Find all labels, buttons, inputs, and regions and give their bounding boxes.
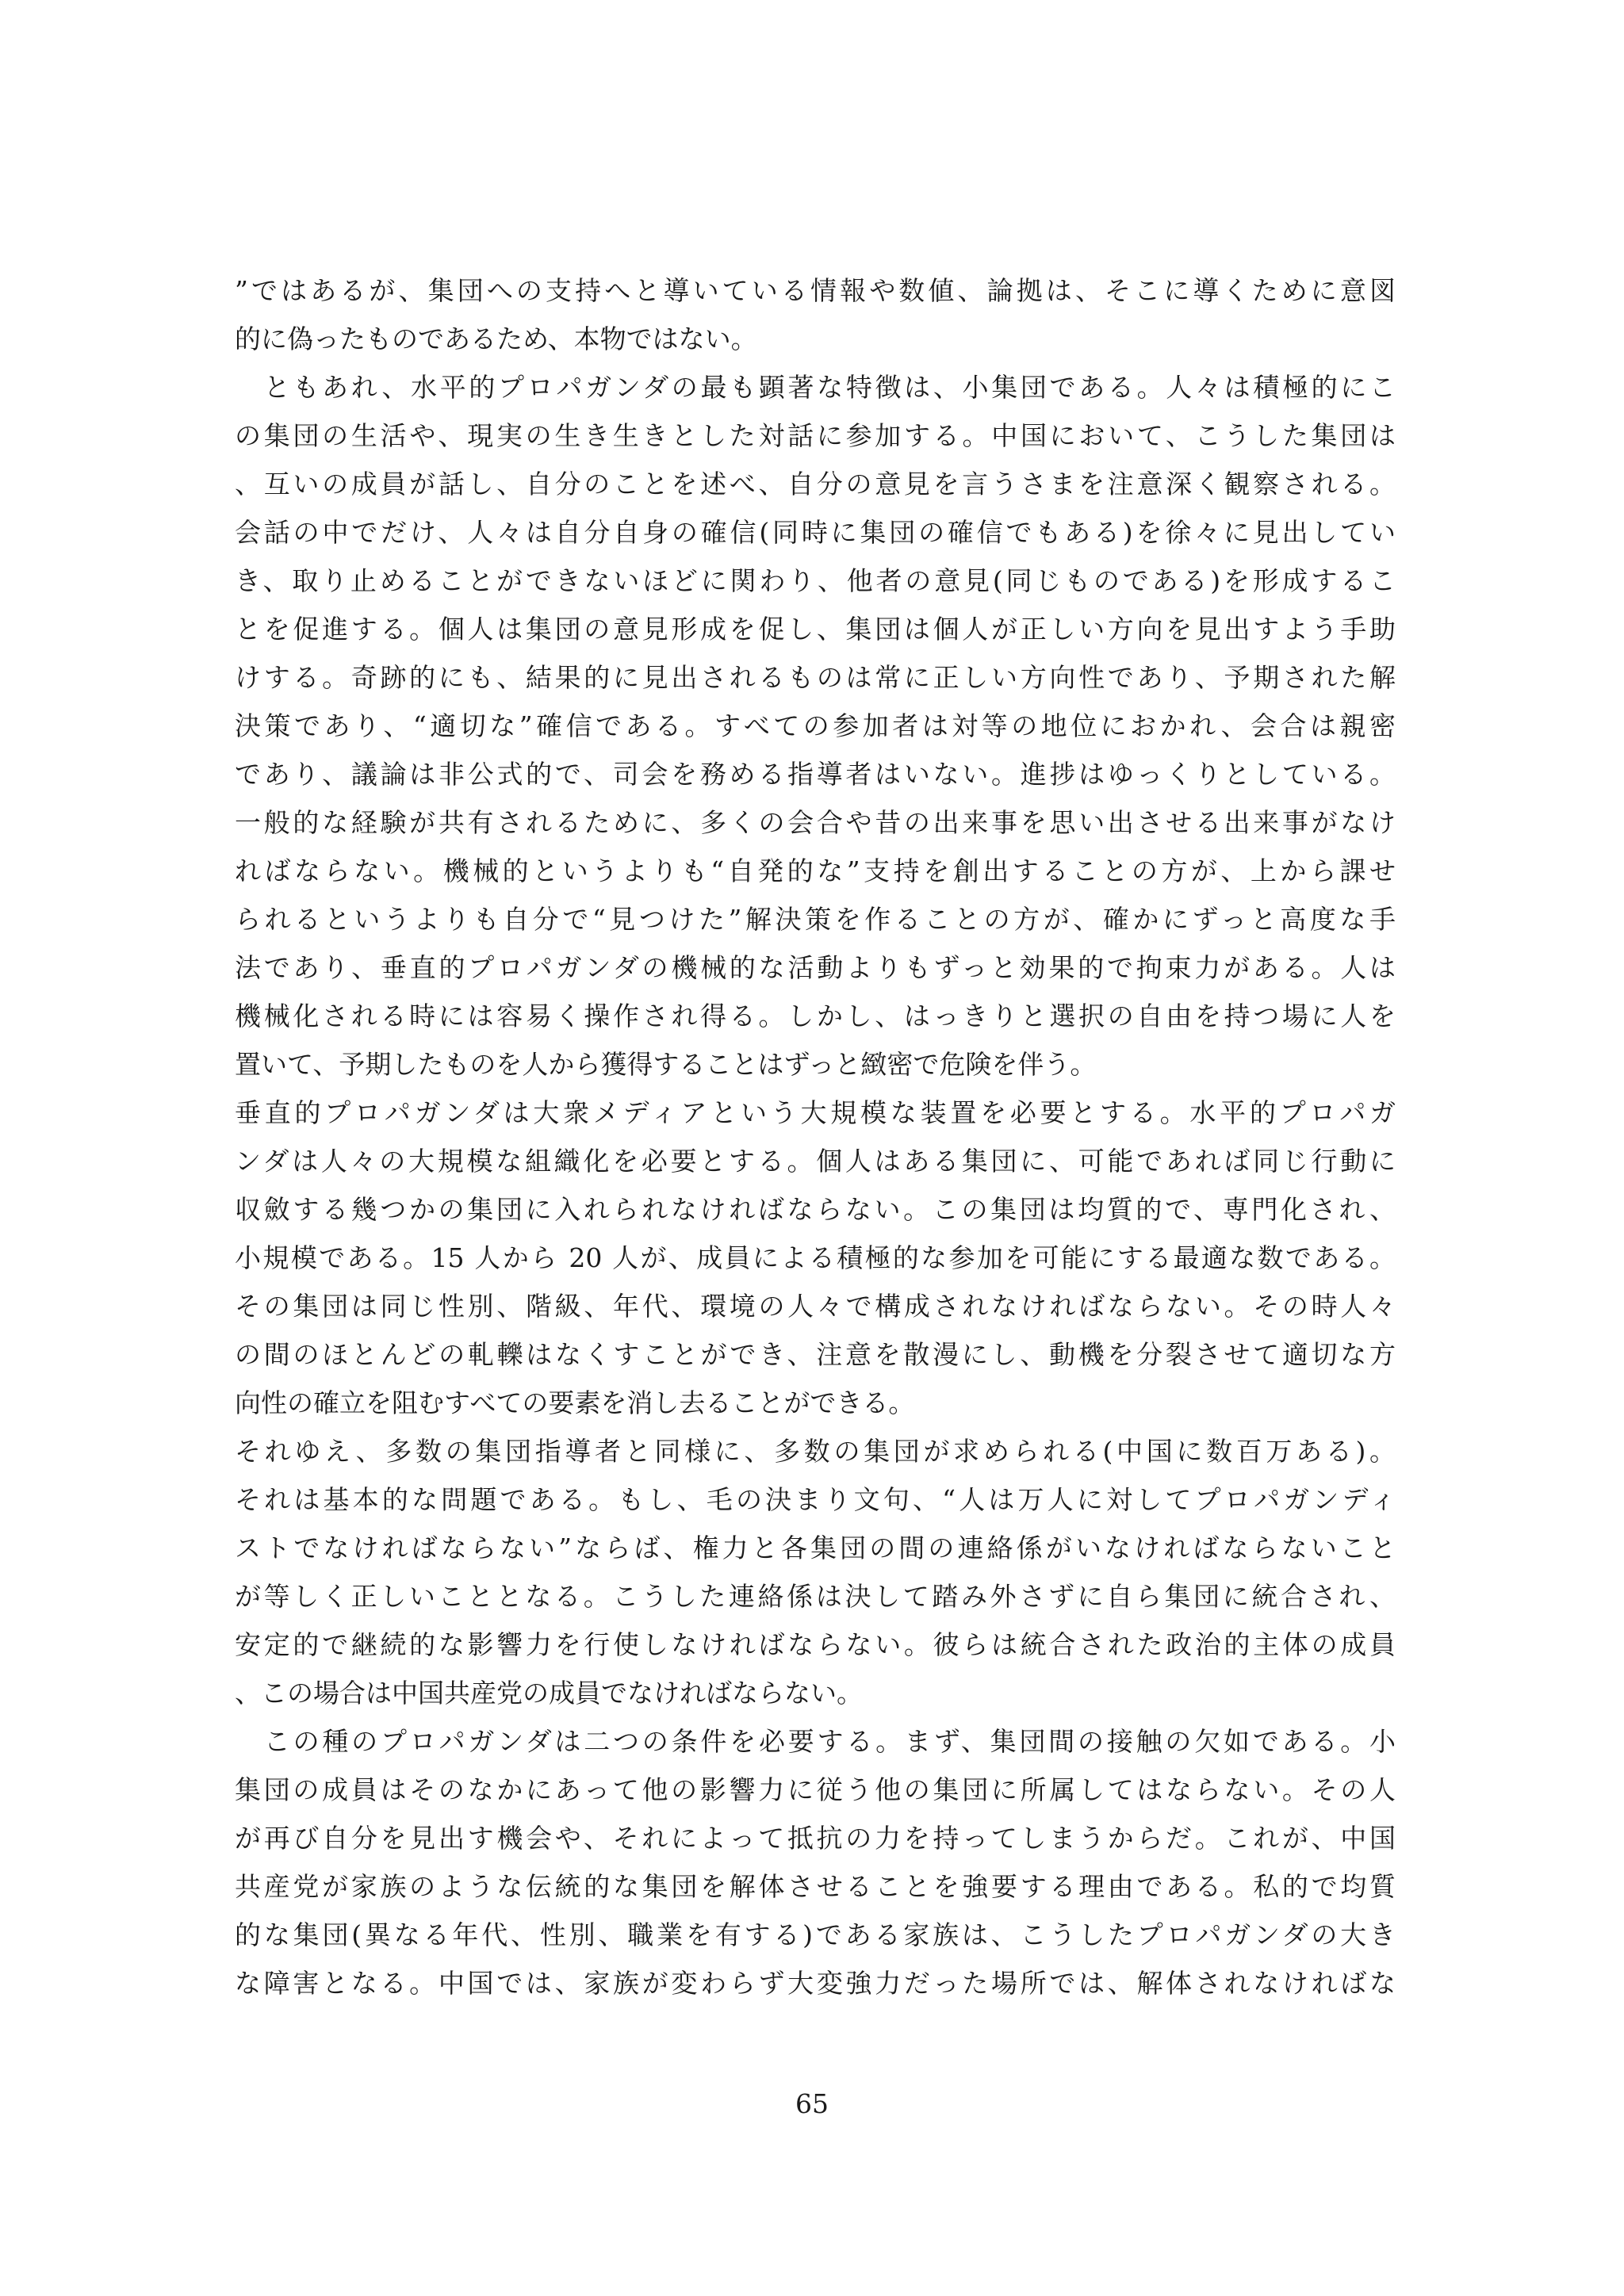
text-line: けする。奇跡的にも、結果的に見出されるものは常に正しい方向性であり、予期された解	[235, 662, 1396, 693]
text-line: 集団の成員はそのなかにあって他の影響力に従う他の集団に所属してはならない。その人	[235, 1774, 1396, 1805]
text-line: この種のプロパガンダは二つの条件を必要する。まず、集団間の接触の欠如である。小	[235, 1726, 1396, 1757]
text-line: られるというよりも自分で“見つけた”解決策を作ることの方が、確かにずっと高度な手	[235, 904, 1396, 935]
page-number: 65	[795, 2088, 829, 2119]
text-line: な障害となる。中国では、家族が変わらず大変強力だった場所では、解体されなければな	[235, 1968, 1396, 1999]
body-text	[235, 266, 1396, 2007]
text-line: であり、議論は非公式的で、司会を務める指導者はいない。進捗はゆっくりとしている。	[235, 759, 1396, 790]
text-line: 会話の中でだけ、人々は自分自身の確信(同時に集団の確信でもある)を徐々に見出してい	[235, 517, 1396, 548]
text-line: ンダは人々の大規模な組織化を必要とする。個人はある集団に、可能であれば同じ行動に	[235, 1146, 1396, 1177]
text-line: それゆえ、多数の集団指導者と同様に、多数の集団が求められる(中国に数百万ある)。	[235, 1436, 1396, 1467]
text-line: 的な集団(異なる年代、性別、職業を有する)である家族は、こうしたプロパガンダの大き	[235, 1919, 1396, 1950]
text-line: 一般的な経験が共有されるために、多くの会合や昔の出来事を思い出させる出来事がなけ	[235, 807, 1396, 838]
text-line: 向性の確立を阻むすべての要素を消し去ることができる。	[235, 1387, 915, 1418]
text-line: 的に偽ったものであるため、本物ではない。	[235, 323, 757, 354]
text-line: 法であり、垂直的プロパガンダの機械的な活動よりもずっと効果的で拘束力がある。人は	[235, 952, 1396, 983]
text-line: 安定的で継続的な影響力を行使しなければならない。彼らは統合された政治的主体の成員	[235, 1629, 1396, 1660]
text-line: とを促進する。個人は集団の意見形成を促し、集団は個人が正しい方向を見出すよう手助	[235, 614, 1396, 645]
text-line: ればならない。機械的というよりも“自発的な”支持を創出することの方が、上から課せ	[235, 855, 1396, 886]
text-line: 垂直的プロパガンダは大衆メディアという大規模な装置を必要とする。水平的プロパガ	[235, 1097, 1396, 1128]
text-line: の集団の生活や、現実の生き生きとした対話に参加する。中国において、こうした集団は	[235, 420, 1396, 451]
text-line: ともあれ、水平的プロパガンダの最も顕著な特徴は、小集団である。人々は積極的にこ	[235, 372, 1396, 403]
text-line: それは基本的な問題である。もし、毛の決まり文句、“人は万人に対してプロパガンディ	[235, 1484, 1396, 1515]
text-line: 小規模である。15 人から 20 人が、成員による積極的な参加を可能にする最適な数である。	[235, 1242, 1396, 1273]
text-line: 、この場合は中国共産党の成員でなければならない。	[235, 1678, 863, 1709]
text-line: 機械化される時には容易く操作され得る。しかし、はっきりと選択の自由を持つ場に人を	[235, 1001, 1396, 1031]
text-line: 収斂する幾つかの集団に入れられなければならない。この集団は均質的で、専門化され、	[235, 1194, 1396, 1225]
text-line: が再び自分を見出す機会や、それによって抵抗の力を持ってしまうからだ。これが、中国	[235, 1823, 1396, 1854]
text-line: が等しく正しいこととなる。こうした連絡係は決して踏み外さずに自ら集団に統合され、	[235, 1581, 1396, 1612]
text-line: 、互いの成員が話し、自分のことを述べ、自分の意見を言うさまを注意深く観察される。	[235, 469, 1396, 499]
text-line: き、取り止めることができないほどに関わり、他者の意見(同じものである)を形成するこ	[235, 565, 1396, 596]
text-line: の間のほとんどの軋轢はなくすことができ、注意を散漫にし、動機を分裂させて適切な方	[235, 1339, 1396, 1370]
text-line: 共産党が家族のような伝統的な集団を解体させることを強要する理由である。私的で均質	[235, 1871, 1396, 1902]
text-line: 決策であり、“適切な”確信である。すべての参加者は対等の地位におかれ、会合は親密	[235, 710, 1396, 741]
text-line: その集団は同じ性別、階級、年代、環境の人々で構成されなければならない。その時人々	[235, 1291, 1396, 1322]
text-line: ”ではあるが、集団への支持へと導いている情報や数値、論拠は、そこに導くために意図	[235, 275, 1396, 306]
text-line: ストでなければならない”ならば、権力と各集団の間の連絡係がいなければならないこと	[235, 1533, 1396, 1563]
text-line: 置いて、予期したものを人から獲得することはずっと緻密で危険を伴う。	[235, 1049, 1097, 1080]
